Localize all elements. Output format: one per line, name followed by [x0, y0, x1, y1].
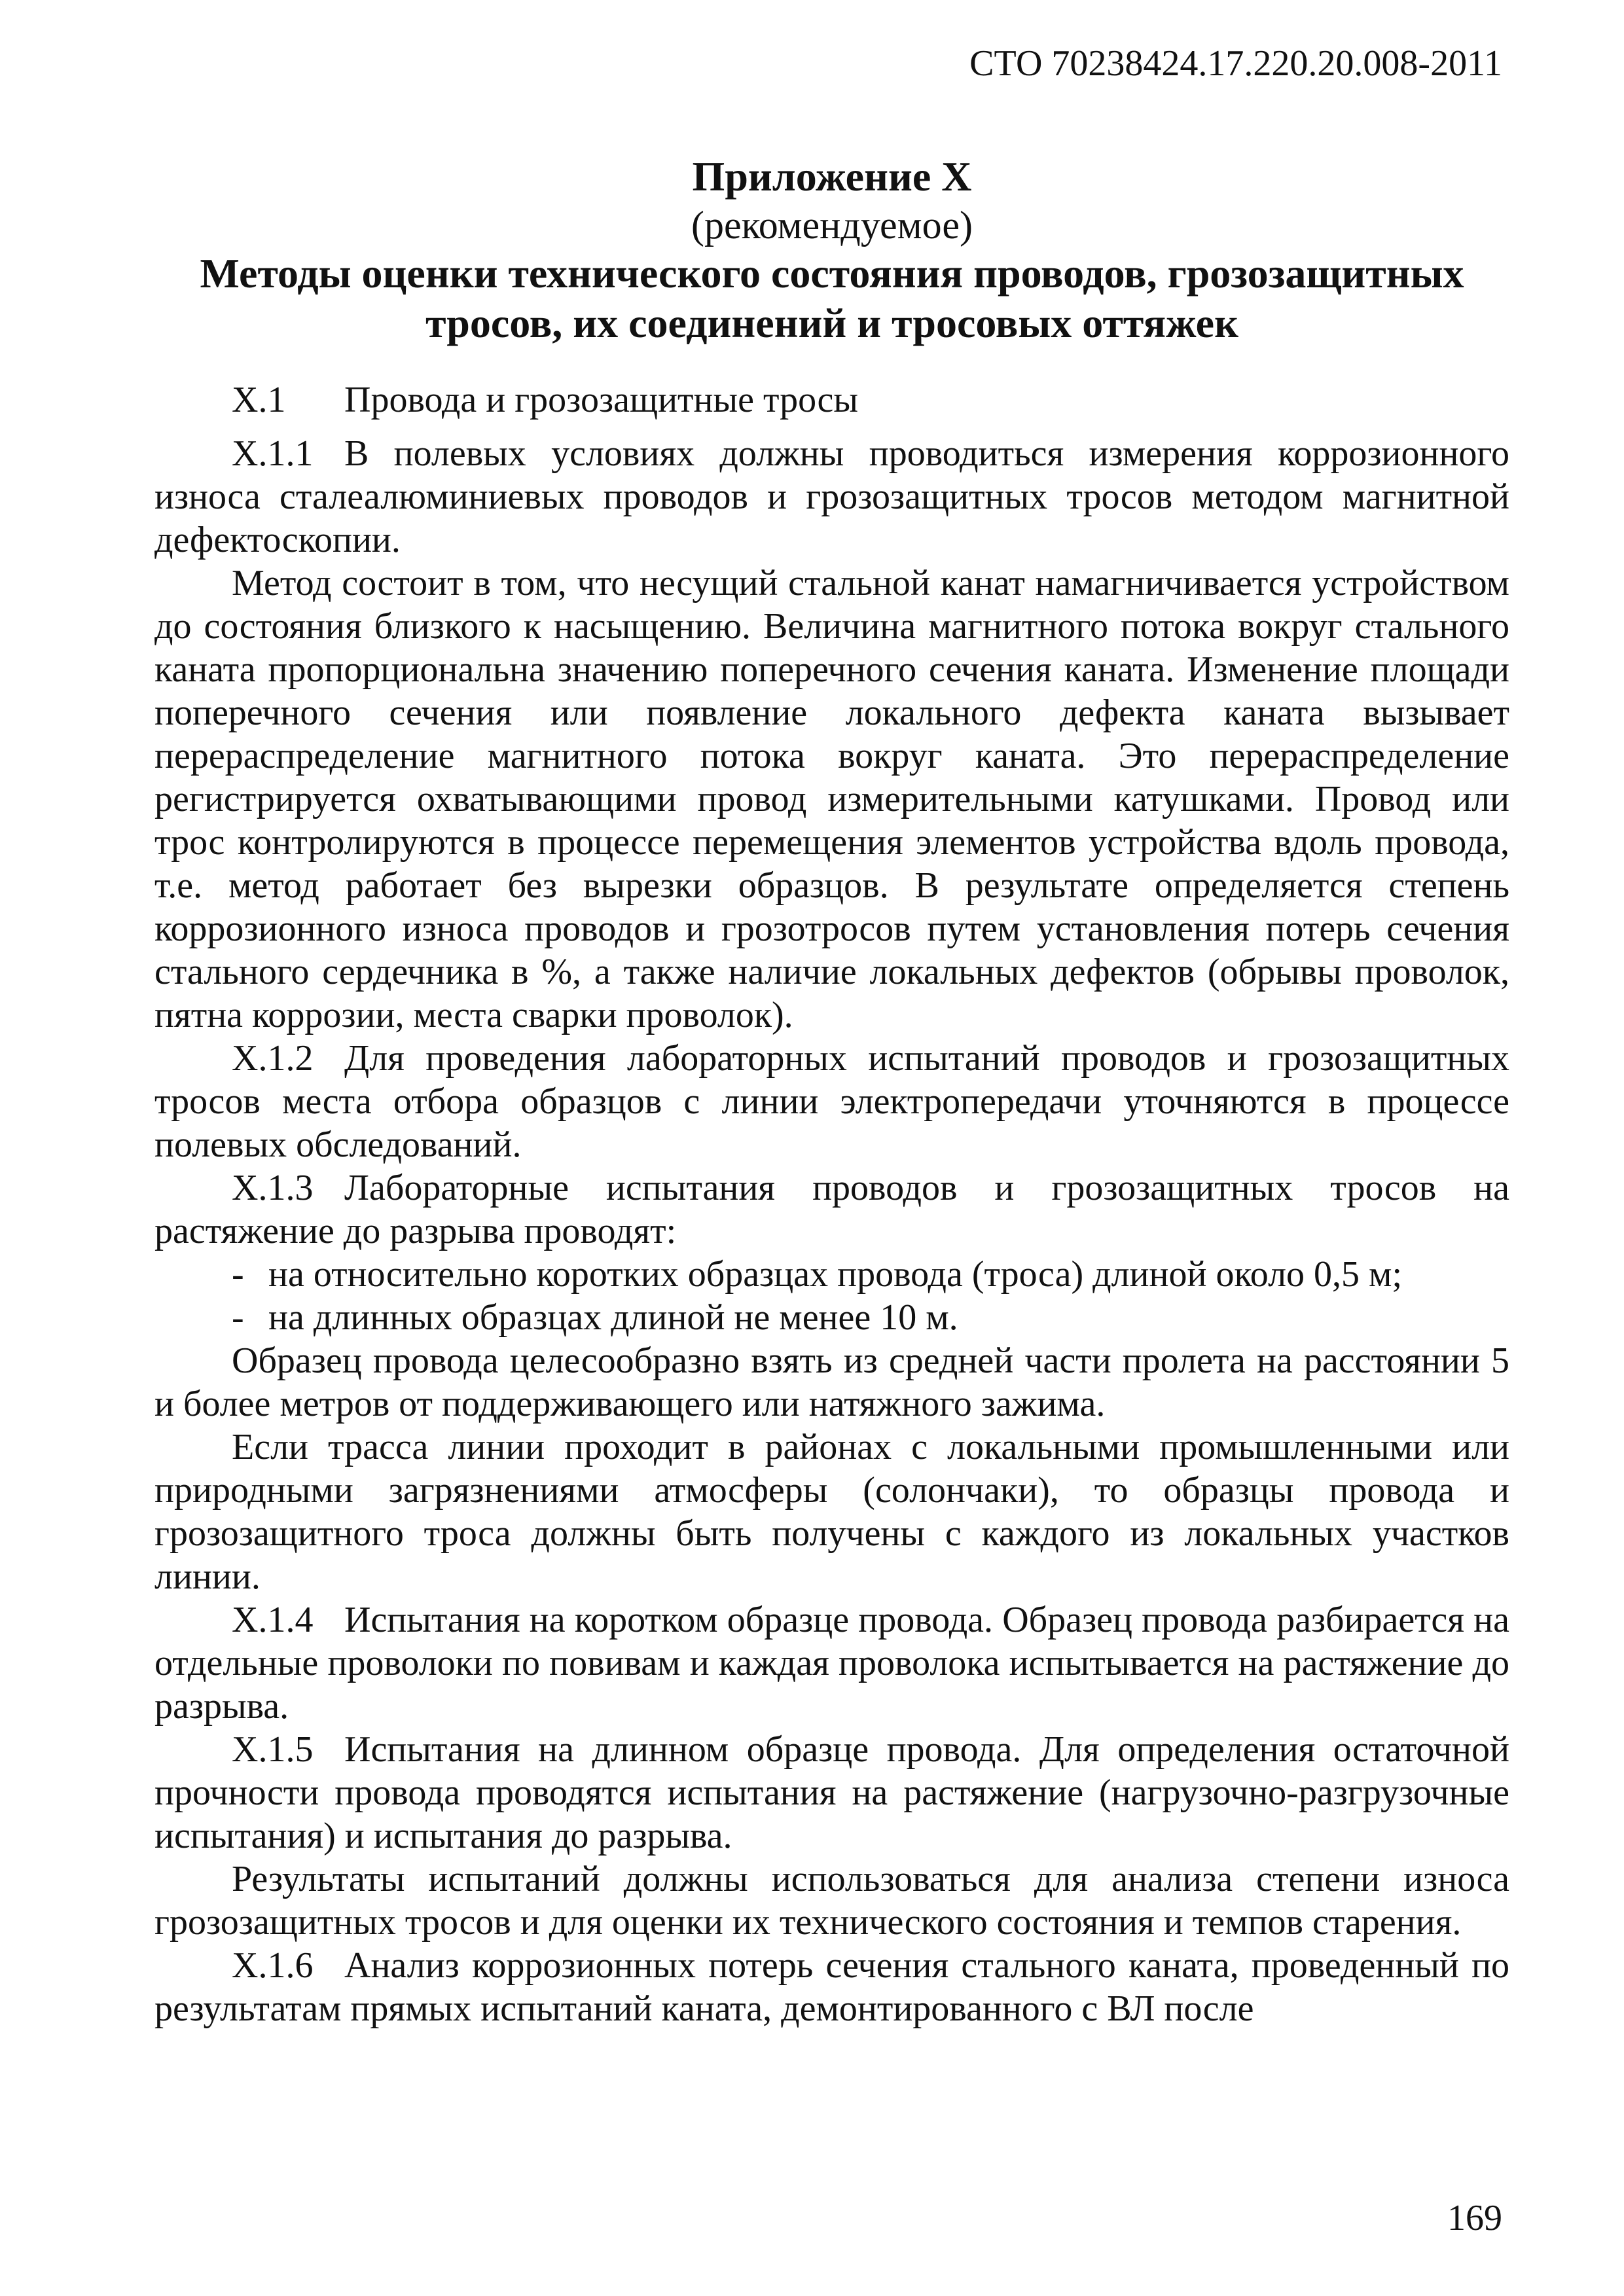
- document-body: [154, 378, 1509, 2030]
- paragraph-polluted-areas: Если трасса линии проходит в районах с локальными промышленными или природными загрязнениями атмосферы (солончаки), то образцы провода и грозозащитного троса должны быть получены с каждого из локальных участков линии.: [154, 1427, 1509, 1597]
- paragraph-x-1-1: [154, 432, 1509, 562]
- page-number: 169: [1447, 2198, 1502, 2238]
- list-dash: -: [232, 1297, 244, 1338]
- paragraph-x-1-5: [154, 1728, 1509, 1857]
- section-title: Провода и грозозащитные тросы: [344, 380, 858, 420]
- list-item: [154, 1253, 1509, 1296]
- list-dash: -: [232, 1254, 244, 1295]
- paragraph-text: Испытания на коротком образце провода. Образец провода разбирается на отдельные проволоки по повивам и каждая проволока испытывается на растяжение до разрыва.: [154, 1600, 1509, 1727]
- paragraph-x-1-4: [154, 1598, 1509, 1728]
- section-number: Х.1: [232, 380, 286, 420]
- paragraph-text: Лабораторные испытания проводов и грозозащитных тросов на растяжение до разрыва проводят:: [154, 1168, 1509, 1251]
- list-item-text: на длинных образцах длиной не менее 10 м.: [268, 1297, 958, 1338]
- clause-number: Х.1.6: [232, 1945, 314, 1986]
- clause-number: Х.1.2: [232, 1038, 314, 1079]
- appendix-kind: (рекомендуемое): [691, 204, 973, 247]
- appendix-title-line-2: тросов, их соединений и тросовых оттяжек: [425, 300, 1238, 346]
- paragraph-text: В полевых условиях должны проводиться измерения коррозионного износа сталеалюминиевых проводов и грозозащитных тросов методом магнитной дефектоскопии.: [154, 433, 1509, 560]
- paragraph-sample-location: Образец провода целесообразно взять из средней части пролета на расстоянии 5 и более метров от поддерживающего или натяжного зажима.: [154, 1340, 1509, 1424]
- appendix-title-line-1: Методы оценки технического состояния проводов, грозозащитных: [200, 250, 1464, 296]
- clause-number: Х.1.5: [232, 1729, 314, 1770]
- paragraph-text: Испытания на длинном образце провода. Для определения остаточной прочности провода проводятся испытания на растяжение (нагрузочно-разгрузочные испытания) и испытания до разрыва.: [154, 1729, 1509, 1856]
- appendix-label: Приложение Х: [692, 153, 972, 200]
- appendix-heading: [154, 152, 1509, 348]
- clause-number: Х.1.3: [232, 1168, 314, 1208]
- clause-number: Х.1.4: [232, 1600, 314, 1640]
- paragraph-text: Для проведения лабораторных испытаний проводов и грозозащитных тросов места отбора образцов с линии электропередачи уточняются в процессе полевых обследований.: [154, 1038, 1509, 1165]
- section-heading: [154, 378, 1509, 422]
- list-item: [154, 1296, 1509, 1339]
- paragraph-results: Результаты испытаний должны использоваться для анализа степени износа грозозащитных тросов и для оценки их технического состояния и темпов старения.: [154, 1859, 1509, 1943]
- list-item-text: на относительно коротких образцах провода (троса) длиной около 0,5 м;: [268, 1254, 1403, 1295]
- paragraph-x-1-6: [154, 1944, 1509, 2030]
- document-code: СТО 70238424.17.220.20.008-2011: [969, 43, 1502, 84]
- paragraph-text: Анализ коррозионных потерь сечения стального каната, проведенный по результатам прямых испытаний каната, демонтированного с ВЛ после: [154, 1945, 1509, 2029]
- paragraph-x-1-3: [154, 1166, 1509, 1253]
- paragraph-method: Метод состоит в том, что несущий стальной канат намагничивается устройством до состояния близкого к насыщению. Величина магнитного потока вокруг стального каната пропорциональна значению поперечного сечения каната. Изменение площади поперечного сечения или появление локального дефекта каната вызывает перераспределение магнитного потока вокруг каната. Это перераспределение регистрируется охватывающими провод измерительными катушками. Провод или трос контролируются в процессе перемещения элементов устройства вдоль провода, т.е. метод работает без вырезки образцов. В результате определяется степень коррозионного износа проводов и грозотросов путем установления потерь сечения стального сердечника в %, а также наличие локальных дефектов (обрывы проволок, пятна коррозии, места сварки проволок).: [154, 563, 1509, 1035]
- paragraph-x-1-2: [154, 1037, 1509, 1166]
- clause-number: Х.1.1: [232, 433, 314, 474]
